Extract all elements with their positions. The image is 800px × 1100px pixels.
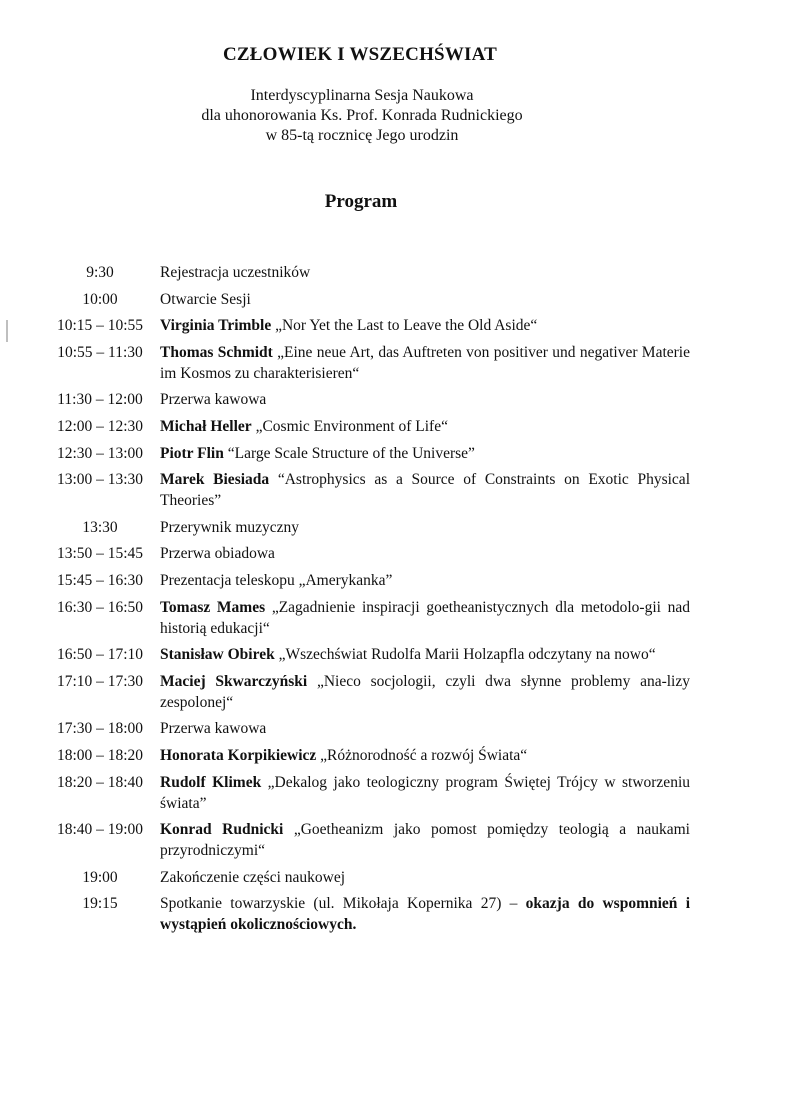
- schedule-row: [40, 342, 690, 384]
- scan-artifact: [6, 320, 8, 342]
- talk-title: „Goetheanizm jako pomost pomiędzy teologią a naukami przyrodniczymi“: [160, 821, 690, 860]
- subtitle-line-3: w 85-tą rocznicę Jego urodzin: [265, 127, 459, 144]
- schedule-row: [40, 867, 690, 888]
- schedule-row: [40, 416, 690, 437]
- schedule-time: 18:00 – 18:20: [56, 746, 144, 764]
- schedule-row: [40, 315, 690, 336]
- event-item: Otwarcie Sesji: [160, 290, 251, 308]
- speaker-name: Marek Biesiada: [160, 471, 270, 489]
- talk-title: „Wszechświat Rudolfa Marii Holzapfla odczytany na nowo“: [278, 646, 656, 664]
- schedule-description: [160, 893, 690, 935]
- schedule-row: [40, 570, 690, 591]
- schedule-time: 12:30 – 13:00: [56, 444, 144, 462]
- schedule-description: [160, 671, 690, 713]
- schedule-description: [160, 289, 690, 310]
- subtitle-line-2: dla uhonorowania Ks. Prof. Konrada Rudnickiego: [201, 107, 523, 124]
- schedule-list: [40, 262, 690, 941]
- speaker-name: Stanisław Obirek: [160, 646, 275, 664]
- schedule-time: 15:45 – 16:30: [56, 571, 144, 589]
- speaker-name: Virginia Trimble: [160, 317, 272, 335]
- schedule-row: [40, 469, 690, 511]
- talk-title: „Nor Yet the Last to Leave the Old Aside“: [275, 317, 538, 335]
- schedule-time: 16:50 – 17:10: [56, 646, 144, 664]
- schedule-row: [40, 597, 690, 639]
- schedule-row: [40, 443, 690, 464]
- schedule-description: [160, 416, 690, 437]
- event-item: Zakończenie części naukowej: [160, 868, 346, 886]
- schedule-description: [160, 443, 690, 464]
- speaker-name: Thomas Schmidt: [160, 343, 273, 361]
- subtitle-line-1: Interdyscyplinarna Sesja Naukowa: [250, 87, 474, 104]
- emphasis-text: okazja do wspomnień i wystąpień okolicznościowych.: [160, 895, 691, 934]
- schedule-description: [160, 772, 690, 814]
- schedule-row: [40, 389, 690, 410]
- speaker-name: Piotr Flin: [160, 444, 224, 462]
- schedule-time: 17:10 – 17:30: [56, 672, 144, 690]
- schedule-description: [160, 867, 690, 888]
- talk-title: „Różnorodność a rozwój Świata“: [320, 746, 528, 764]
- schedule-description: [160, 597, 690, 639]
- schedule-description: [160, 718, 690, 739]
- schedule-time: 12:00 – 12:30: [56, 417, 144, 435]
- schedule-time: 10:00: [82, 290, 118, 308]
- schedule-description: [160, 819, 690, 861]
- schedule-description: [160, 517, 690, 538]
- talk-title: „Nieco socjologii, czyli dwa słynne problemy ana-lizy zespolonej“: [160, 672, 690, 711]
- talk-title: „Cosmic Environment of Life“: [255, 417, 448, 435]
- event-item: Przerwa kawowa: [160, 391, 267, 409]
- speaker-name: Maciej Skwarczyński: [160, 672, 308, 690]
- event-item: Rejestracja uczestników: [160, 264, 311, 281]
- schedule-row: [40, 671, 690, 713]
- event-item: Przerywnik muzyczny: [160, 518, 300, 536]
- schedule-description: [160, 342, 690, 384]
- event-item: Przerwa kawowa: [160, 720, 267, 738]
- schedule-row: [40, 289, 690, 310]
- schedule-time: 13:30: [82, 518, 118, 536]
- speaker-name: Honorata Korpikiewicz: [160, 746, 317, 764]
- event-subtitle: [0, 86, 724, 146]
- schedule-time: 9:30: [86, 264, 114, 281]
- schedule-description: [160, 469, 690, 511]
- schedule-time: 17:30 – 18:00: [56, 720, 144, 738]
- talk-title: „Dekalog jako teologiczny program Świętej Trójcy w stworzeniu świata”: [160, 773, 690, 812]
- schedule-description: [160, 315, 690, 336]
- schedule-time: 13:00 – 13:30: [56, 471, 144, 489]
- schedule-time: 13:50 – 15:45: [56, 545, 144, 563]
- schedule-row: [40, 745, 690, 766]
- schedule-time: 18:20 – 18:40: [56, 773, 144, 791]
- schedule-description: [160, 262, 690, 283]
- event-item: Spotkanie towarzyskie (ul. Mikołaja Kopernika 27) –: [160, 895, 518, 913]
- talk-title: “Astrophysics as a Source of Constraints on Exotic Physical Theories”: [160, 471, 690, 510]
- talk-title: „Zagadnienie inspiracji goetheanistycznych dla metodolo-gii nad historią edukacji“: [160, 598, 690, 637]
- event-item: Przerwa obiadowa: [160, 545, 275, 563]
- schedule-time: 10:15 – 10:55: [56, 317, 144, 335]
- schedule-time: 19:00: [82, 868, 118, 886]
- schedule-row: [40, 718, 690, 739]
- event-item: Prezentacja teleskopu „Amerykanka”: [160, 571, 393, 589]
- schedule-row: [40, 644, 690, 665]
- schedule-row: [40, 819, 690, 861]
- program-heading: Program: [324, 191, 398, 212]
- schedule-time: 10:55 – 11:30: [57, 343, 143, 361]
- schedule-row: [40, 517, 690, 538]
- schedule-time: 18:40 – 19:00: [56, 821, 144, 839]
- schedule-description: [160, 543, 690, 564]
- schedule-description: [160, 644, 690, 665]
- schedule-time: 11:30 – 12:00: [57, 391, 143, 409]
- schedule-row: [40, 893, 690, 935]
- schedule-description: [160, 570, 690, 591]
- schedule-row: [40, 772, 690, 814]
- talk-title: “Large Scale Structure of the Universe”: [227, 444, 475, 462]
- speaker-name: Konrad Rudnicki: [160, 821, 284, 839]
- schedule-row: [40, 543, 690, 564]
- schedule-description: [160, 745, 690, 766]
- speaker-name: Tomasz Mames: [160, 598, 266, 616]
- speaker-name: Rudolf Klimek: [160, 773, 262, 791]
- event-title: CZŁOWIEK I WSZECHŚWIAT: [223, 44, 497, 65]
- schedule-time: 16:30 – 16:50: [56, 598, 144, 616]
- talk-title: „Eine neue Art, das Auftreten von positiver und negativer Materie im Kosmos zu charakterisieren“: [160, 343, 690, 382]
- schedule-time: 19:15: [82, 895, 118, 913]
- schedule-row: [40, 262, 690, 283]
- speaker-name: Michał Heller: [160, 417, 252, 435]
- schedule-description: [160, 389, 690, 410]
